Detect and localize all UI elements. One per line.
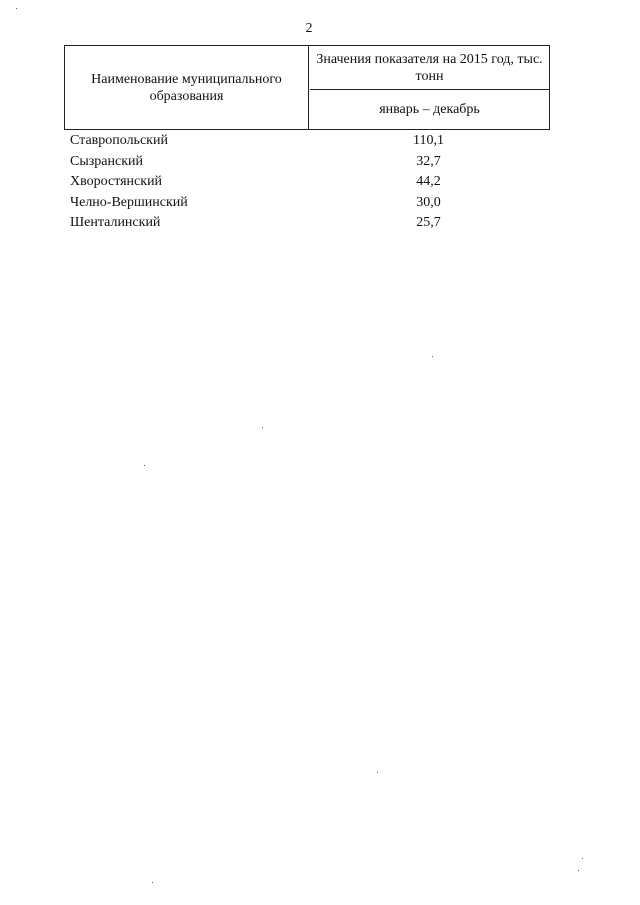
- scan-speck: [262, 427, 263, 428]
- row-value: 25,7: [416, 215, 441, 231]
- table-row: [64, 193, 550, 214]
- row-name: Хворостянский: [70, 174, 163, 190]
- scan-speck: [144, 465, 145, 466]
- scan-speck: [432, 356, 433, 357]
- row-value: 110,1: [413, 133, 444, 148]
- row-name: Сызранский: [70, 153, 143, 169]
- row-value: 30,0: [416, 194, 441, 210]
- table-header: [64, 45, 550, 130]
- scan-speck: [578, 870, 579, 871]
- table-row: [64, 213, 550, 234]
- row-name: Ставропольский: [70, 133, 168, 148]
- table-row: [64, 172, 550, 193]
- header-indicator-value: Значения показателя на 2015 год, тыс. тонн: [310, 46, 549, 90]
- row-name: Шенталинский: [70, 215, 161, 231]
- table-body: [64, 131, 550, 234]
- scan-speck: [16, 8, 17, 9]
- row-name: Челно-Вершинский: [70, 194, 188, 210]
- header-municipality: Наименование муниципального образования: [65, 46, 309, 129]
- row-value: 44,2: [416, 174, 441, 190]
- header-period: январь – декабрь: [379, 102, 480, 117]
- scan-speck: [582, 858, 583, 859]
- row-value: 32,7: [416, 153, 441, 169]
- page-number: 2: [305, 21, 313, 36]
- scan-speck: [377, 772, 378, 773]
- scan-speck: [152, 882, 153, 883]
- table-row: [64, 131, 550, 152]
- table-row: [64, 152, 550, 173]
